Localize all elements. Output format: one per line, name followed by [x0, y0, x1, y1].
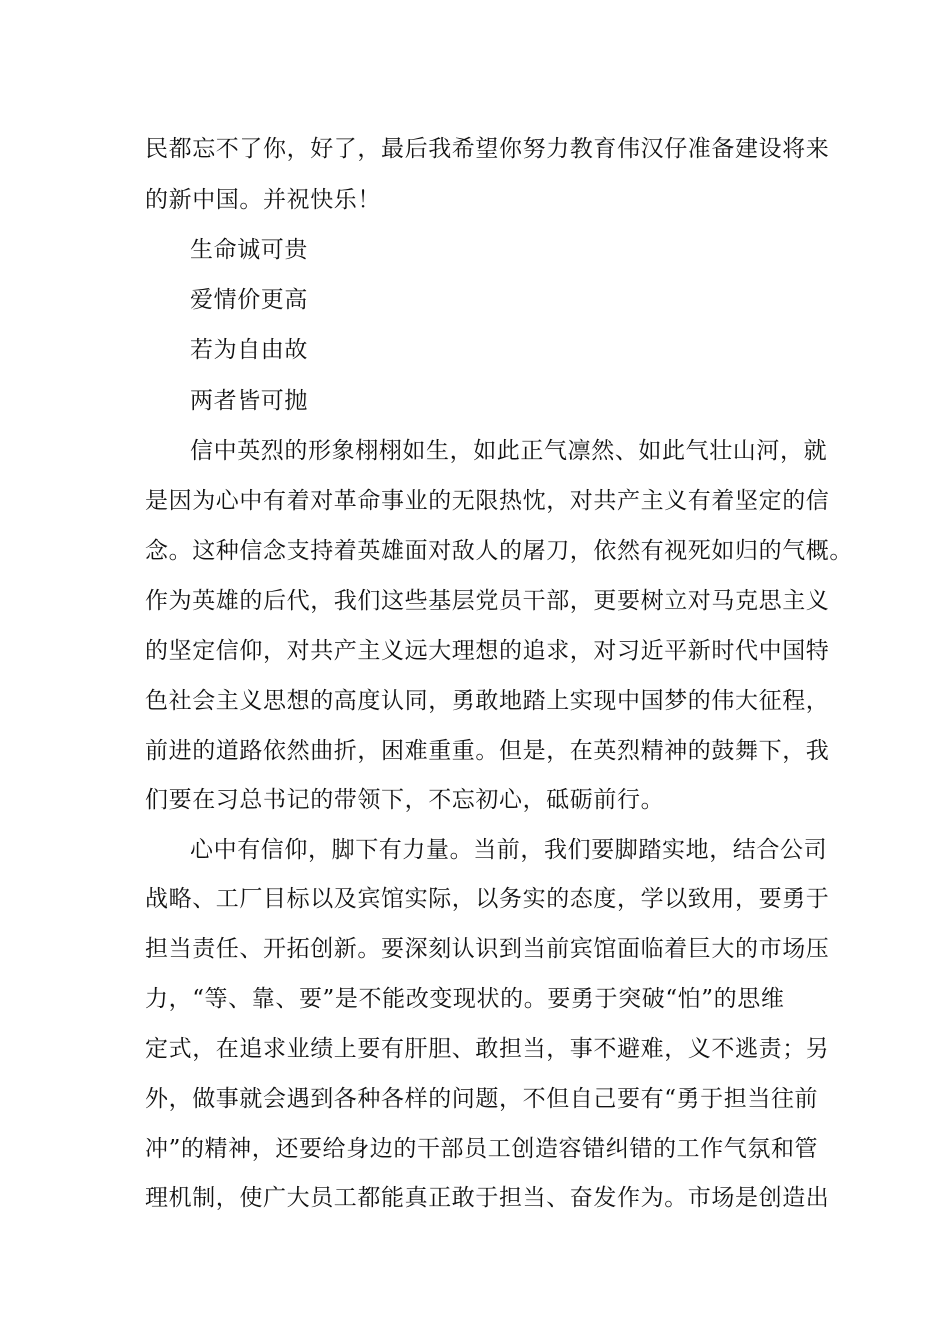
text-line: 的新中国。并祝快乐！ [145, 187, 381, 213]
text-line: 外，做事就会遇到各种各样的问题，不但自己要有“勇于担当往前 [145, 1086, 819, 1112]
text-line: 定式，在追求业绩上要有肝胆、敢担当，事不避难，义不逃责；另 [145, 1036, 830, 1062]
paragraph-first-line: 心中有信仰，脚下有力量。当前，我们要脚踏实地，结合公司 [190, 837, 828, 863]
text-line: 前进的道路依然曲折，困难重重。但是，在英烈精神的鼓舞下，我 [145, 738, 830, 764]
text-line: 念。这种信念支持着英雄面对敌人的屠刀，依然有视死如归的气概。 [145, 538, 853, 564]
text-line: 民都忘不了你，好了，最后我希望你努力教育伟汉仔准备建设将来 [145, 136, 830, 162]
text-line: 战略、工厂目标以及宾馆实际，以务实的态度，学以致用，要勇于 [145, 886, 830, 912]
text-line: 力，“等、靠、要”是不能改变现状的。要勇于突破“怕”的思维 [145, 986, 785, 1012]
poem-line: 两者皆可抛 [190, 388, 308, 414]
text-line: 作为英雄的后代，我们这些基层党员干部，更要树立对马克思主义 [145, 588, 830, 614]
text-line: 们要在习总书记的带领下，不忘初心，砥砺前行。 [145, 787, 665, 813]
paragraph-first-line: 信中英烈的形象栩栩如生，如此正气凛然、如此气壮山河，就 [190, 438, 828, 464]
poem-line: 生命诚可贵 [190, 237, 308, 263]
text-line: 的坚定信仰，对共产主义远大理想的追求，对习近平新时代中国特 [145, 638, 830, 664]
text-line: 是因为心中有着对革命事业的无限热忱，对共产主义有着坚定的信 [145, 488, 830, 514]
text-line: 理机制，使广大员工都能真正敢于担当、奋发作为。市场是创造出 [145, 1185, 830, 1211]
text-line: 担当责任、开拓创新。要深刻认识到当前宾馆面临着巨大的市场压 [145, 936, 830, 962]
text-line: 冲”的精神，还要给身边的干部员工创造容错纠错的工作气氛和管 [145, 1136, 819, 1162]
poem-line: 爱情价更高 [190, 287, 308, 313]
text-line: 色社会主义思想的高度认同，勇敢地踏上实现中国梦的伟大征程， [145, 688, 830, 714]
poem-line: 若为自由故 [190, 337, 308, 363]
